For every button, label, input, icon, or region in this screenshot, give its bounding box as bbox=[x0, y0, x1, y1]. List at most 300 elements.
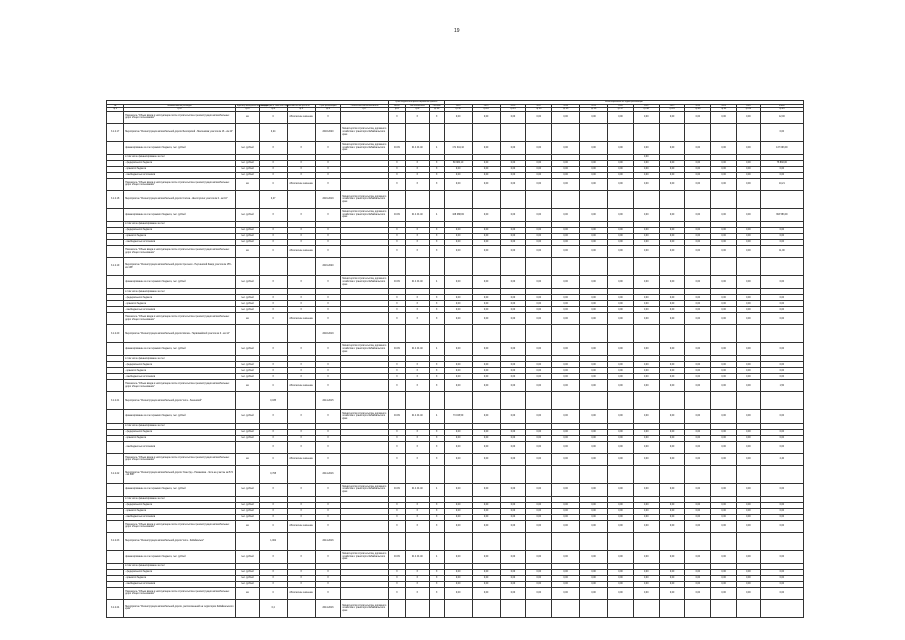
table-cell: 0,00 bbox=[760, 569, 803, 575]
table-cell: 0,00 bbox=[685, 295, 711, 301]
table-cell: 0,00 bbox=[659, 295, 685, 301]
table-cell: 0,00 bbox=[659, 172, 685, 178]
table-cell: тыс. рублей bbox=[236, 581, 260, 587]
table-cell: 04 09 bbox=[388, 410, 405, 423]
table-cell: 0,00 bbox=[760, 514, 803, 520]
column-index: гр.6 bbox=[315, 108, 341, 112]
table-cell bbox=[444, 258, 472, 276]
table-cell: 0,00 bbox=[472, 483, 500, 496]
table-cell: X bbox=[315, 453, 341, 465]
table-cell: X bbox=[388, 228, 405, 234]
table-cell: 0,00 bbox=[444, 380, 472, 392]
table-cell: X bbox=[429, 246, 444, 258]
table-cell bbox=[429, 325, 444, 343]
table-cell: 0,00 bbox=[526, 208, 552, 221]
table-cell: в том числе финансирование за счет bbox=[124, 222, 236, 228]
table-cell: 0,00 bbox=[526, 172, 552, 178]
table-cell: 0,00 bbox=[526, 508, 552, 514]
table-cell: 0,00 bbox=[737, 380, 761, 392]
table-cell: 3.1.2.20 bbox=[107, 325, 124, 343]
table-cell bbox=[711, 532, 737, 550]
table-cell bbox=[737, 532, 761, 550]
table-cell: 0,00 bbox=[552, 587, 580, 599]
table-cell: 0,00 bbox=[444, 111, 472, 123]
table-cell: 0,00 bbox=[685, 581, 711, 587]
table-cell bbox=[633, 599, 659, 617]
table-cell: 0,00 bbox=[552, 301, 580, 307]
table-cell: 0,00 bbox=[711, 307, 737, 313]
table-cell: 0,00 bbox=[580, 228, 608, 234]
table-cell: 0,00 bbox=[685, 441, 711, 453]
table-cell bbox=[711, 123, 737, 141]
table-cell bbox=[107, 313, 124, 325]
table-cell: 0,00 bbox=[444, 172, 472, 178]
table-cell: X bbox=[388, 453, 405, 465]
table-row bbox=[107, 483, 804, 496]
table-cell: 0,00 bbox=[737, 208, 761, 221]
table-cell: X bbox=[405, 587, 429, 599]
table-cell: 0,00 bbox=[526, 520, 552, 532]
table-cell: X bbox=[287, 483, 315, 496]
table-cell: 0,00 bbox=[500, 429, 526, 435]
table-cell: 0,00 bbox=[526, 587, 552, 599]
table-cell: X bbox=[259, 441, 287, 453]
table-cell bbox=[287, 123, 315, 141]
table-cell: 0,00 bbox=[500, 508, 526, 514]
table-cell: X bbox=[388, 301, 405, 307]
table-cell: 2016-2020 bbox=[315, 258, 341, 276]
table-cell: 0,00 bbox=[444, 362, 472, 368]
table-cell bbox=[472, 532, 500, 550]
table-cell bbox=[405, 532, 429, 550]
table-cell: 108 088,82 bbox=[444, 208, 472, 221]
table-cell: 0,00 bbox=[760, 502, 803, 508]
table-cell: 0,00 bbox=[526, 240, 552, 246]
column-header: 2025 bbox=[737, 104, 761, 108]
table-cell: X bbox=[259, 307, 287, 313]
table-cell: 0,00 bbox=[500, 172, 526, 178]
table-cell: 0,00 bbox=[633, 483, 659, 496]
table-cell bbox=[341, 178, 388, 190]
table-cell: X bbox=[405, 435, 429, 441]
table-cell: 0,00 bbox=[633, 295, 659, 301]
table-cell: 0,00 bbox=[552, 575, 580, 581]
table-cell bbox=[429, 392, 444, 410]
table-cell: 0,00 bbox=[526, 178, 552, 190]
table-cell: 0,00 bbox=[633, 441, 659, 453]
table-cell: 0,00 bbox=[580, 550, 608, 563]
table-cell: 0,00 bbox=[737, 295, 761, 301]
table-cell: 0,00 bbox=[711, 246, 737, 258]
table-cell: 0,00 bbox=[760, 362, 803, 368]
table-cell: X bbox=[287, 575, 315, 581]
table-cell bbox=[236, 190, 260, 208]
table-cell: 0,00 bbox=[711, 141, 737, 154]
table-cell: 0,00 bbox=[760, 575, 803, 581]
table-cell bbox=[388, 190, 405, 208]
table-cell: 0,00 bbox=[633, 362, 659, 368]
table-cell: 0,00 bbox=[472, 508, 500, 514]
table-cell bbox=[429, 123, 444, 141]
table-cell: 0,00 bbox=[633, 374, 659, 380]
column-header: 2015 bbox=[472, 104, 500, 108]
table-cell: X bbox=[405, 228, 429, 234]
table-cell: 0,00 bbox=[711, 453, 737, 465]
table-cell: 0,00 bbox=[685, 569, 711, 575]
table-cell: X bbox=[388, 246, 405, 258]
table-cell: X bbox=[405, 429, 429, 435]
table-cell: Мероприятие "Реконструкция автомобильной дороги Чита - Ленинский" bbox=[124, 392, 236, 410]
table-cell: 0,00 bbox=[580, 441, 608, 453]
table-cell: 0,00 bbox=[633, 514, 659, 520]
table-cell: 0,00 bbox=[737, 502, 761, 508]
column-index: гр.19 bbox=[659, 108, 685, 112]
table-cell: 0,00 bbox=[737, 550, 761, 563]
table-cell: X bbox=[287, 343, 315, 356]
table-cell bbox=[107, 178, 124, 190]
table-cell: X bbox=[429, 166, 444, 172]
table-cell bbox=[760, 465, 803, 483]
table-cell: X bbox=[315, 569, 341, 575]
table-cell: 0,00 bbox=[500, 111, 526, 123]
table-cell: X bbox=[429, 374, 444, 380]
table-cell: км bbox=[236, 313, 260, 325]
table-cell: X bbox=[429, 502, 444, 508]
table-cell: Показатель "Объем ввода в эксплуатацию после строительства и реконструкции автомобильных дорог общего пользования" bbox=[124, 520, 236, 532]
table-cell: 0,00 bbox=[580, 575, 608, 581]
table-cell: 0,00 bbox=[472, 410, 500, 423]
table-cell: 0,00 bbox=[608, 368, 634, 374]
table-cell: 0,00 bbox=[472, 141, 500, 154]
table-cell: X bbox=[388, 435, 405, 441]
table-cell: 80 984,10 bbox=[444, 160, 472, 166]
table-cell: 0,00 bbox=[608, 569, 634, 575]
table-cell: 0,00 bbox=[711, 178, 737, 190]
table-cell bbox=[608, 392, 634, 410]
table-cell: Министерство строительства, дорожного хозяйства и транспорта Забайкальского края bbox=[341, 208, 388, 221]
table-cell: тыс. рублей bbox=[236, 240, 260, 246]
column-index: гр.16 bbox=[580, 108, 608, 112]
table-cell: 0,00 bbox=[659, 550, 685, 563]
table-cell bbox=[608, 532, 634, 550]
table-cell: X bbox=[429, 453, 444, 465]
table-cell bbox=[236, 392, 260, 410]
table-cell: тыс. рублей bbox=[236, 483, 260, 496]
table-cell: - внебюджетных источников bbox=[124, 307, 236, 313]
table-cell: 0,00 bbox=[659, 380, 685, 392]
table-cell bbox=[760, 190, 803, 208]
table-cell: 3.1.2.21 bbox=[107, 392, 124, 410]
table-cell: 0,00 bbox=[552, 514, 580, 520]
table-cell: X bbox=[315, 374, 341, 380]
table-cell bbox=[760, 325, 803, 343]
table-cell: 0,00 bbox=[472, 246, 500, 258]
column-header: Срок реализации bbox=[315, 104, 341, 108]
table-cell: 0,00 bbox=[552, 453, 580, 465]
table-cell: X bbox=[315, 435, 341, 441]
table-cell: X bbox=[315, 160, 341, 166]
table-cell: X bbox=[405, 581, 429, 587]
table-cell bbox=[526, 392, 552, 410]
table-cell: 0,00 bbox=[685, 111, 711, 123]
table-cell: Мероприятие "Реконструкция автомобильной дороги Белоярский - Малиновка участок км 16 - км 24" bbox=[124, 123, 236, 141]
table-cell: 0,00 bbox=[737, 172, 761, 178]
table-cell: 0,00 bbox=[685, 276, 711, 289]
table-cell: 0,00 bbox=[711, 368, 737, 374]
table-cell bbox=[500, 532, 526, 550]
table-cell: 0,00 bbox=[737, 483, 761, 496]
table-cell: 0,00 bbox=[711, 569, 737, 575]
table-cell bbox=[236, 441, 260, 453]
table-cell bbox=[388, 392, 405, 410]
table-cell: X bbox=[429, 508, 444, 514]
table-cell: 0,00 bbox=[552, 166, 580, 172]
table-cell: X bbox=[287, 429, 315, 435]
table-cell: 0,00 bbox=[633, 453, 659, 465]
table-cell: тыс. рублей bbox=[236, 435, 260, 441]
column-index: гр.3 bbox=[236, 108, 260, 112]
table-cell: 0,00 bbox=[500, 166, 526, 172]
table-cell: 0,00 bbox=[760, 240, 803, 246]
table-cell: 0,00 bbox=[444, 483, 472, 496]
table-cell bbox=[341, 465, 388, 483]
table-cell: 0,00 bbox=[711, 429, 737, 435]
table-cell: 0,00 bbox=[760, 343, 803, 356]
table-cell: 0,00 bbox=[526, 581, 552, 587]
table-cell: тыс. рублей bbox=[236, 307, 260, 313]
column-index: гр.11 bbox=[444, 108, 472, 112]
table-cell: 0,00 bbox=[633, 313, 659, 325]
table-cell: 0,00 bbox=[685, 141, 711, 154]
table-cell bbox=[341, 532, 388, 550]
table-cell: 0,00 bbox=[580, 514, 608, 520]
table-cell: X bbox=[259, 228, 287, 234]
table-cell bbox=[737, 123, 761, 141]
table-cell bbox=[685, 123, 711, 141]
table-cell: 0,00 bbox=[444, 581, 472, 587]
table-cell: 0,00 bbox=[685, 374, 711, 380]
table-cell: 0,00 bbox=[580, 453, 608, 465]
table-cell: 0,00 bbox=[526, 343, 552, 356]
table-cell: тыс. рублей bbox=[236, 172, 260, 178]
table-cell bbox=[472, 599, 500, 617]
table-cell: - федерального бюджета bbox=[124, 502, 236, 508]
table-cell: 0,00 bbox=[633, 172, 659, 178]
table-cell: 0,00 bbox=[685, 240, 711, 246]
table-row bbox=[107, 276, 804, 289]
table-cell: X bbox=[315, 581, 341, 587]
table-cell: 0,00 bbox=[552, 307, 580, 313]
table-cell: X bbox=[287, 295, 315, 301]
column-index: гр.10 bbox=[429, 108, 444, 112]
table-cell: Показатель "Объем ввода в эксплуатацию после строительства и реконструкции автомобильных дорог общего пользования" bbox=[124, 111, 236, 123]
table-cell: 0,00 bbox=[760, 172, 803, 178]
table-cell bbox=[608, 325, 634, 343]
table-cell: 0,00 bbox=[500, 368, 526, 374]
table-cell: 0,00 bbox=[737, 581, 761, 587]
table-cell: 0,00 bbox=[608, 208, 634, 221]
table-row bbox=[107, 550, 804, 563]
table-cell: 0,00 bbox=[659, 368, 685, 374]
table-cell: 0,00 bbox=[760, 441, 803, 453]
table-cell: 0,00 bbox=[552, 313, 580, 325]
table-cell: 2018-2019 bbox=[315, 325, 341, 343]
table-cell: 0,00 bbox=[500, 228, 526, 234]
table-cell: 0,00 bbox=[608, 343, 634, 356]
table-cell: 0,00 bbox=[552, 550, 580, 563]
table-cell: 0,47 bbox=[259, 190, 287, 208]
table-cell: 0,00 bbox=[552, 178, 580, 190]
table-cell bbox=[405, 392, 429, 410]
table-cell: 0,00 bbox=[444, 429, 472, 435]
table-row bbox=[107, 343, 804, 356]
table-cell: 0,00 bbox=[444, 550, 472, 563]
table-cell: 0,00 bbox=[472, 550, 500, 563]
table-cell: X bbox=[405, 166, 429, 172]
table-cell: X bbox=[388, 307, 405, 313]
table-cell bbox=[737, 190, 761, 208]
table-cell: 0,00 bbox=[685, 508, 711, 514]
table-cell: X bbox=[405, 453, 429, 465]
table-cell bbox=[444, 532, 472, 550]
table-cell bbox=[107, 343, 124, 356]
table-cell: 0,00 bbox=[608, 575, 634, 581]
table-cell: км bbox=[236, 380, 260, 392]
table-cell bbox=[526, 465, 552, 483]
table-cell: X bbox=[315, 240, 341, 246]
table-cell: 0,00 bbox=[472, 301, 500, 307]
table-cell: 0,00 bbox=[685, 172, 711, 178]
table-cell: финансирование за счет краевого бюджета, тыс. рублей bbox=[124, 550, 236, 563]
table-cell: X bbox=[287, 441, 315, 453]
table-cell: X bbox=[388, 502, 405, 508]
table-cell bbox=[552, 123, 580, 141]
column-header: 2017 bbox=[526, 104, 552, 108]
table-cell: 0,00 bbox=[711, 502, 737, 508]
table-row bbox=[107, 141, 804, 154]
table-cell: X bbox=[388, 313, 405, 325]
table-cell: 4 bbox=[429, 410, 444, 423]
table-cell: 3.1.2.24 bbox=[107, 599, 124, 617]
table-cell: 0,00 bbox=[500, 343, 526, 356]
table-cell: 0,00 bbox=[552, 111, 580, 123]
table-cell: X bbox=[429, 301, 444, 307]
table-cell: 2018-2020 bbox=[315, 123, 341, 141]
table-cell bbox=[633, 190, 659, 208]
table-cell: 0,00 bbox=[659, 453, 685, 465]
table-cell bbox=[526, 532, 552, 550]
table-cell: 0,00 bbox=[659, 246, 685, 258]
table-cell: 0,00 bbox=[760, 508, 803, 514]
table-cell: 0,00 bbox=[526, 295, 552, 301]
table-cell: 0,00 bbox=[552, 569, 580, 575]
table-cell: 0,00 bbox=[526, 276, 552, 289]
table-cell: 0,00 bbox=[500, 575, 526, 581]
table-cell: X bbox=[315, 362, 341, 368]
table-cell: тыс. рублей bbox=[236, 295, 260, 301]
table-cell bbox=[737, 465, 761, 483]
table-cell: 2014-2016 bbox=[315, 465, 341, 483]
table-cell: 0,00 bbox=[472, 441, 500, 453]
table-cell bbox=[711, 325, 737, 343]
table-cell: 4 bbox=[429, 276, 444, 289]
table-cell: Мероприятие "Реконструкция автомобильной дороги Сретенск - Нерчинский Завод участок км 155 - км 166" bbox=[124, 258, 236, 276]
table-cell: 0,00 bbox=[608, 429, 634, 435]
table-cell: 0,00 bbox=[760, 483, 803, 496]
table-cell: Показатель "Объем ввода в эксплуатацию после строительства и реконструкции автомобильных дорог общего пользования" bbox=[124, 380, 236, 392]
table-cell: в том числе финансирование за счет bbox=[124, 496, 236, 502]
table-cell: 0 bbox=[259, 520, 287, 532]
table-cell: 0,00 bbox=[659, 435, 685, 441]
table-cell bbox=[107, 550, 124, 563]
table-cell: 0,00 bbox=[580, 313, 608, 325]
table-cell: в том числе финансирование за счет bbox=[124, 423, 236, 429]
table-cell bbox=[107, 141, 124, 154]
table-cell: 0,00 bbox=[552, 374, 580, 380]
table-cell bbox=[580, 190, 608, 208]
table-cell bbox=[405, 465, 429, 483]
table-cell: тыс. рублей bbox=[236, 429, 260, 435]
table-cell: 0,00 bbox=[552, 295, 580, 301]
table-cell: 0,00 bbox=[552, 368, 580, 374]
table-cell: X bbox=[405, 111, 429, 123]
table-cell: 0,00 bbox=[737, 569, 761, 575]
table-cell: X bbox=[315, 550, 341, 563]
table-cell: 12,00 bbox=[760, 111, 803, 123]
table-cell: X bbox=[315, 520, 341, 532]
table-cell: тыс. рублей bbox=[236, 166, 260, 172]
table-cell: 0,00 bbox=[633, 435, 659, 441]
table-cell: тыс. рублей bbox=[236, 502, 260, 508]
table-cell bbox=[659, 465, 685, 483]
table-cell: Показатель "Объем ввода в эксплуатацию после строительства и реконструкции автомобильных дорог общего пользования" bbox=[124, 313, 236, 325]
table-cell bbox=[444, 392, 472, 410]
table-cell: 0,00 bbox=[685, 575, 711, 581]
table-cell: X bbox=[429, 520, 444, 532]
column-index: гр.14 bbox=[526, 108, 552, 112]
table-cell: 0,00 bbox=[608, 295, 634, 301]
table-cell: 0,00 bbox=[760, 587, 803, 599]
table-cell: 0,00 bbox=[472, 178, 500, 190]
table-cell: Мероприятие "Реконструкция автомобильной дороги Чита - Забайкальск" bbox=[124, 532, 236, 550]
table-cell bbox=[236, 325, 260, 343]
header-group-2: Финансирование по годам реализации bbox=[444, 101, 803, 105]
table-cell: 0,00 bbox=[633, 111, 659, 123]
table-cell: X bbox=[315, 587, 341, 599]
financing-table bbox=[106, 100, 804, 618]
table-cell bbox=[737, 599, 761, 617]
column-index: гр.9 bbox=[405, 108, 429, 112]
table-cell: 0,00 bbox=[737, 410, 761, 423]
table-cell: 0,00 bbox=[608, 141, 634, 154]
column-header: Ответственный исполнитель bbox=[341, 104, 388, 108]
table-cell: 0,00 bbox=[526, 575, 552, 581]
table-cell: 0,00 bbox=[444, 368, 472, 374]
table-cell: - краевого бюджета bbox=[124, 234, 236, 240]
table-cell bbox=[526, 258, 552, 276]
table-cell: 0,00 bbox=[580, 508, 608, 514]
table-cell: 363 583,00 bbox=[760, 208, 803, 221]
table-cell bbox=[405, 325, 429, 343]
table-cell bbox=[472, 258, 500, 276]
table-cell: X bbox=[429, 368, 444, 374]
table-cell bbox=[711, 599, 737, 617]
table-cell: 0,00 bbox=[633, 575, 659, 581]
table-cell bbox=[341, 380, 388, 392]
table-cell: 0,00 bbox=[608, 166, 634, 172]
table-cell bbox=[580, 392, 608, 410]
table-cell: 0,00 bbox=[608, 301, 634, 307]
